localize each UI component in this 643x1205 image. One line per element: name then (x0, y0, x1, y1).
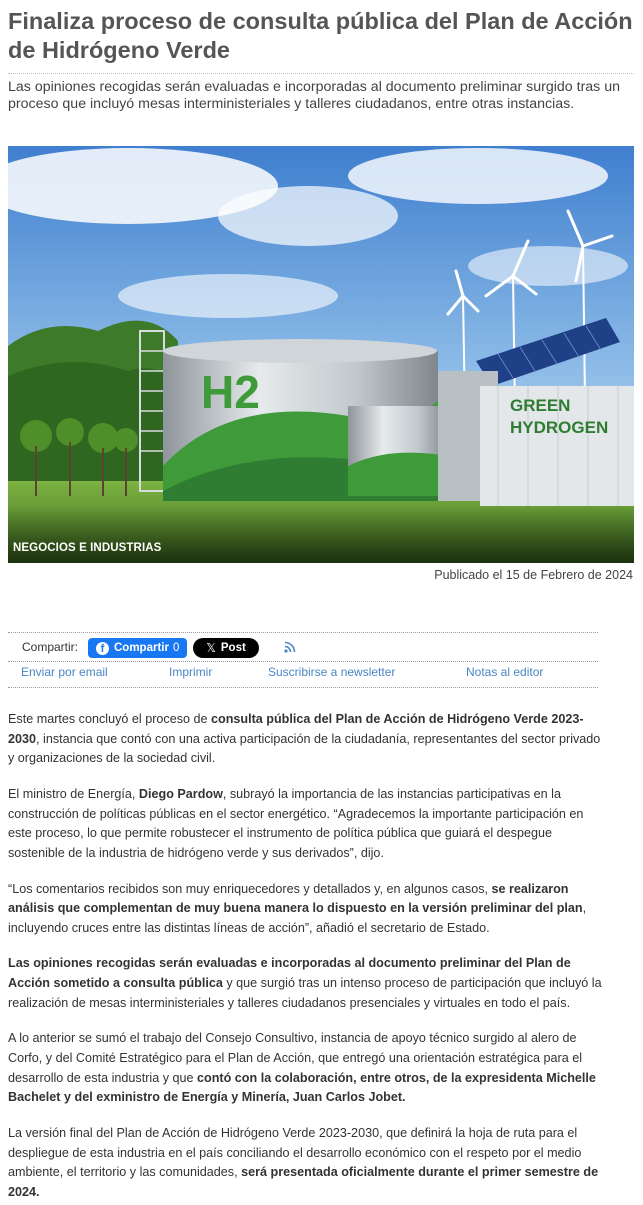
share-divider-top (8, 632, 598, 633)
paragraph: Las opiniones recogidas serán evaluadas e incorporadas al documento preliminar del Plan de Acción sometido a consulta pública y que surgió tras un intenso proceso de participación que incluyó la realización de mesas interministeriales y talleres ciudadanos presenciales y virtuales en todo el país. (8, 956, 602, 1010)
publish-date: Publicado el 15 de Febrero de 2024 (434, 568, 633, 582)
article-title: Finaliza proceso de consulta pública del Plan de Acción de Hidrógeno Verde (8, 8, 633, 63)
title-divider (8, 73, 634, 74)
article-lead: Las opiniones recogidas serán evaluadas e incorporadas al documento preliminar surgido tras un proceso que incluyó mesas interministeriales y talleres ciudadanos, entre otras instancias. (8, 79, 621, 112)
facebook-share-label: Compartir (114, 642, 169, 654)
rss-icon[interactable] (284, 641, 296, 653)
green-hydrogen-illustration (8, 146, 634, 563)
article-body (8, 710, 608, 1205)
category-tag[interactable]: NEGOCIOS E INDUSTRIAS (13, 542, 162, 554)
share-divider-middle (8, 661, 598, 662)
facebook-share-button[interactable] (88, 638, 187, 658)
x-post-button[interactable] (193, 638, 259, 658)
hero-image (8, 146, 634, 563)
paragraph: El ministro de Energía, Diego Pardow, subrayó la importancia de las instancias participativas en la construcción de políticas públicas en el sector energético. “Agradecemos la importante participación en este proceso, lo que permite robustecer el instrumento de política pública que guiará el despegue sostenible de la industria de hidrógeno verde y sus derivados”, dijo. (8, 786, 584, 861)
facebook-share-count: 0 (172, 642, 180, 654)
share-divider-bottom (8, 687, 598, 688)
share-bar (8, 632, 598, 688)
paragraph: A lo anterior se sumó el trabajo del Consejo Consultivo, instancia de apoyo técnico surgido al alero de Corfo, y del Comité Estratégico para el Plan de Acción, que entregó una orientación estratégica para el desarrollo de esta industria y que contó con la colaboración, entre otros, de la expresidenta Michelle Bachelet y del exministro de Energía y Minería, Juan Carlos Jobet. (8, 1031, 596, 1105)
share-links (8, 665, 598, 681)
container-label-line1: GREEN (510, 396, 571, 415)
x-post-label: Post (220, 642, 246, 654)
share-label: Compartir: (22, 640, 79, 654)
paragraph: “Los comentarios recibidos son muy enriquecedores y detallados y, en algunos casos, se realizaron análisis que complementan de muy buena manera lo dispuesto en la versión preliminar del plan, incluyendo cruces entre las distintas líneas de acción”, añadió el secretario de Estado. (8, 881, 587, 935)
x-icon: 𝕏 (206, 641, 216, 655)
container-label-line2: HYDROGEN (510, 418, 609, 437)
tank-h2-label: H2 (201, 366, 260, 418)
paragraph: La versión final del Plan de Acción de Hidrógeno Verde 2023-2030, que definirá la hoja de ruta para el despliegue de esta industria en el país conciliando el desarrollo económico con el respeto por el medio ambiente, el territorio y las comunidades, será presentada oficialmente durante el primer semestre de 2024. (8, 1125, 599, 1200)
facebook-icon: f (96, 642, 109, 655)
email-link[interactable]: Enviar por email (21, 665, 108, 679)
paragraph: Este martes concluyó el proceso de consulta pública del Plan de Acción de Hidrógeno Verde 2023-2030, instancia que contó con una activa participación de la ciudadanía, representantes del sector privado y organizaciones de la sociedad civil. (8, 712, 601, 766)
newsletter-link[interactable]: Suscribirse a newsletter (268, 665, 396, 679)
print-link[interactable]: Imprimir (169, 665, 213, 679)
editor-notes-link[interactable]: Notas al editor (466, 665, 544, 679)
